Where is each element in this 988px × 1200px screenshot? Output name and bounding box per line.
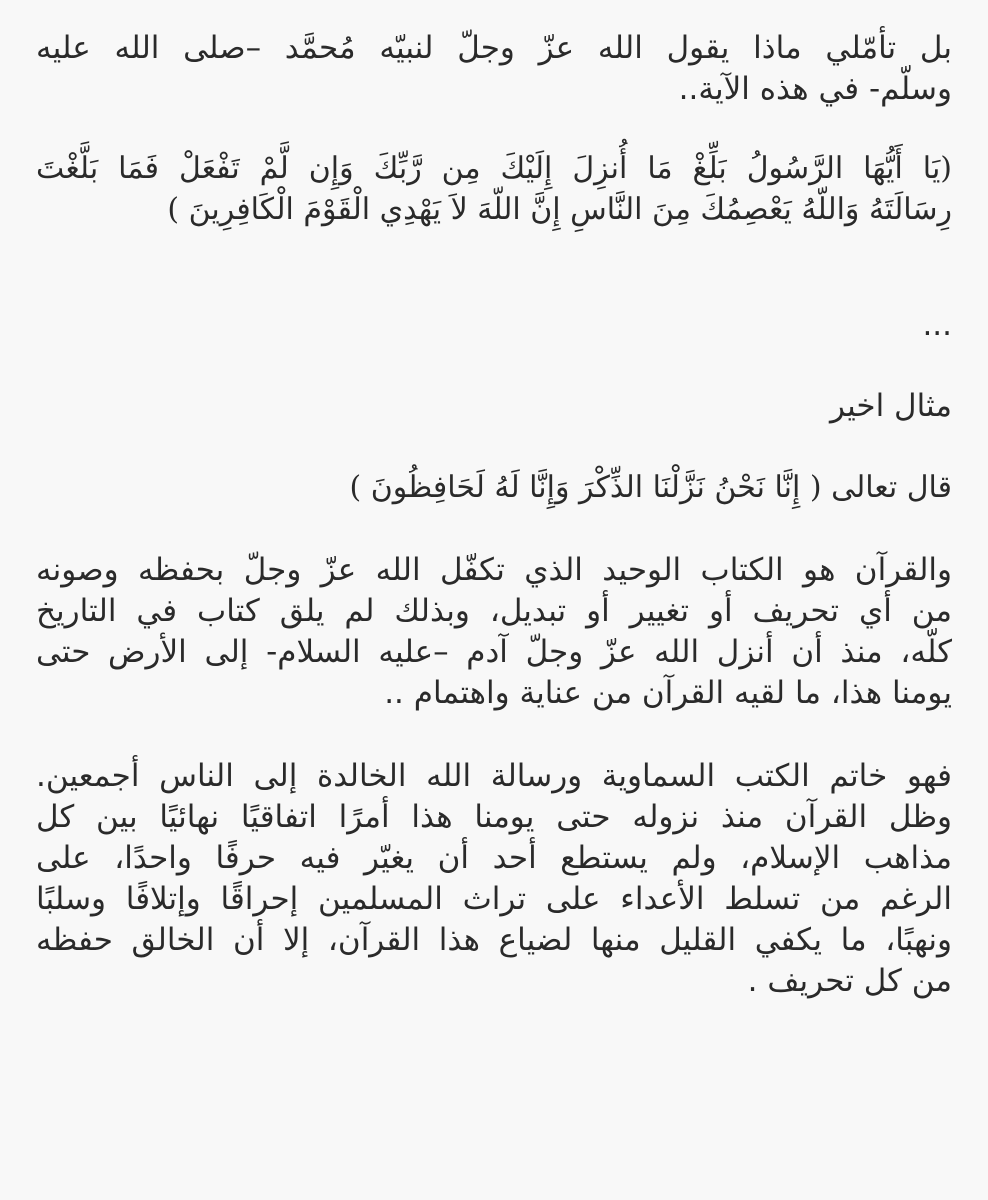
- body-paragraph-2: [36, 756, 952, 1002]
- spacer: [36, 346, 952, 386]
- body-paragraph-1: [36, 550, 952, 714]
- paragraph-1-line-2: من أي تحريف أو تغيير أو تبديل، وبذلك لم يلق كتاب في التاريخ: [36, 593, 952, 629]
- verse-2-line: قال تعالى ( إِنَّا نَحْنُ نَزَّلْنَا الذِّكْرَ وَإِنَّا لَهُ لَحَافِظُونَ ): [349, 470, 952, 505]
- paragraph-1-line-1: والقرآن هو الكتاب الوحيد الذي تكفّل الله عزّ وجلّ بحفظه وصونه: [36, 552, 952, 588]
- intro-line-2: وسلّم- في هذه الآية..: [678, 71, 952, 107]
- paragraph-2-line-3: مذاهب الإسلام، ولم يستطع أحد أن يغيّر فيه حرفًا واحدًا، على: [36, 840, 952, 876]
- ellipsis-separator: [36, 305, 952, 346]
- spacer: [36, 110, 952, 148]
- section-heading: [36, 386, 952, 427]
- intro-line-1: بل تأمّلي ماذا يقول الله عزّ وجلّ لنبيّه مُحمَّد –صلى الله عليه: [36, 30, 952, 66]
- ellipsis-text: ...: [922, 307, 952, 343]
- paragraph-2-line-6: من كل تحريف .: [747, 963, 952, 999]
- paragraph-2-line-1: فهو خاتم الكتب السماوية ورسالة الله الخالدة إلى الناس أجمعين.: [36, 758, 952, 794]
- quran-verse-2: [36, 467, 952, 508]
- spacer: [36, 508, 952, 550]
- paragraph-2-line-2: وظل القرآن منذ نزوله حتى يومنا هذا أمرًا اتفاقيًا نهائيًا بين كل: [36, 799, 952, 835]
- paragraph-1-line-3: كلّه، منذ أن أنزل الله عزّ وجلّ آدم –عليه السلام- إلى الأرض حتى: [36, 634, 952, 670]
- paragraph-2-line-4: الرغم من تسلط الأعداء على تراث المسلمين إحراقًا وإتلافًا وسلبًا: [36, 881, 952, 917]
- heading-text: مثال اخير: [829, 388, 952, 424]
- paragraph-1-line-4: يومنا هذا، ما لقيه القرآن من عناية واهتمام ..: [384, 675, 952, 711]
- paragraph-2-line-5: ونهبًا، ما يكفي القليل منها لضياع هذا القرآن، إلا أن الخالق حفظه: [36, 922, 952, 958]
- intro-paragraph: [36, 28, 952, 110]
- spacer: [36, 230, 952, 305]
- quran-verse-1: [36, 148, 952, 230]
- spacer: [36, 427, 952, 467]
- verse-1-line-1: (يَا أَيُّهَا الرَّسُولُ بَلِّغْ مَا أُنزِلَ إِلَيْكَ مِن رَّبِّكَ وَإِن لَّمْ تَفْعَلْ فَمَا بَلَّغْتَ: [36, 151, 952, 186]
- spacer: [36, 714, 952, 756]
- verse-1-line-2: رِسَالَتَهُ وَاللّهُ يَعْصِمُكَ مِنَ النَّاسِ إِنَّ اللّهَ لاَ يَهْدِي الْقَوْمَ الْكَافِرِينَ ): [167, 192, 952, 227]
